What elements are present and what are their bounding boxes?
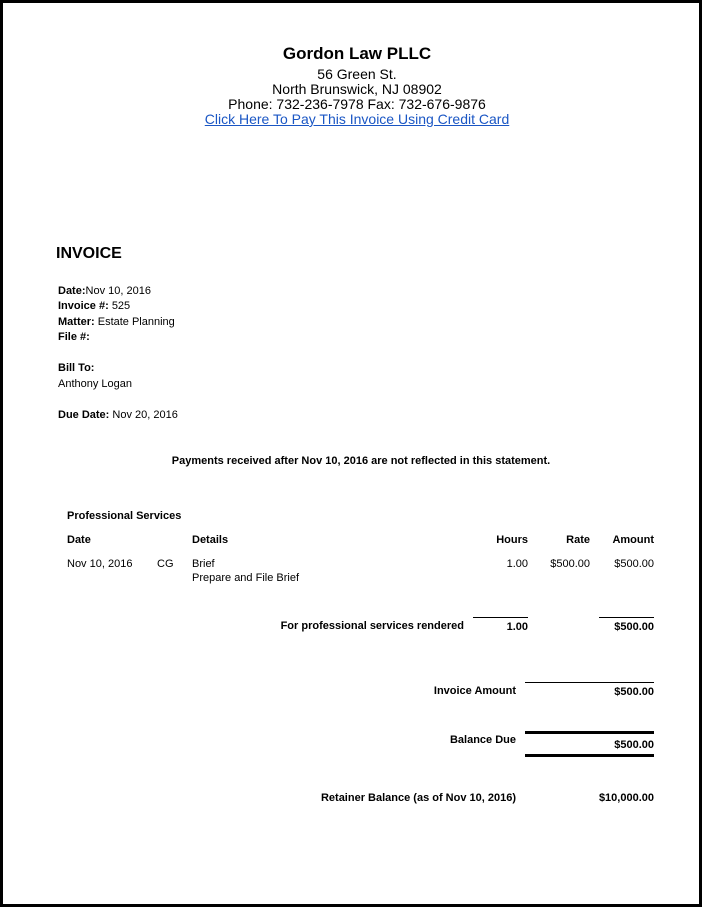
invoice-file [58, 331, 90, 343]
invoice-date-label: Date: [58, 285, 86, 297]
column-header-rate: Rate [566, 534, 590, 546]
balance-due-top-rule [525, 731, 654, 734]
invoice-matter-label: Matter: [58, 316, 95, 328]
due-date-label: Due Date: [58, 409, 110, 421]
row-amount: $500.00 [614, 558, 654, 570]
subtotal-hours: 1.00 [506, 621, 528, 633]
column-header-hours: Hours [496, 534, 528, 546]
firm-address-line1: 56 Green St. [317, 66, 397, 82]
payment-notice: Payments received after Nov 10, 2016 are not reflected in this statement. [171, 455, 551, 467]
invoice-amount-value: $500.00 [614, 686, 654, 698]
bill-to-label: Bill To: [58, 362, 95, 374]
invoice-amount-label: Invoice Amount [433, 685, 516, 697]
invoice-date-value: Nov 10, 2016 [85, 285, 151, 297]
invoice-file-label: File #: [58, 331, 90, 343]
row-hours: 1.00 [506, 558, 528, 570]
pay-invoice-link[interactable]: Click Here To Pay This Invoice Using Credit Card [204, 111, 510, 127]
bill-to-name: Anthony Logan [58, 378, 133, 390]
row-detail-title: Brief [192, 558, 215, 570]
balance-due-value: $500.00 [614, 739, 654, 751]
balance-due-label: Balance Due [449, 734, 516, 746]
subtotal-amount: $500.00 [614, 621, 654, 633]
firm-address-line2: North Brunswick, NJ 08902 [272, 81, 442, 97]
row-date: Nov 10, 2016 [67, 558, 133, 570]
row-rate: $500.00 [550, 558, 590, 570]
invoice-number-value: 525 [111, 300, 131, 312]
retainer-balance-value: $10,000.00 [598, 792, 654, 804]
invoice-number [58, 300, 130, 312]
row-initials: CG [157, 558, 174, 570]
column-header-details: Details [192, 534, 229, 546]
firm-name: Gordon Law PLLC [282, 44, 432, 63]
column-header-date: Date [67, 534, 91, 546]
invoice-amount-rule [525, 682, 654, 683]
amount-subtotal-rule [599, 617, 654, 618]
subtotal-label: For professional services rendered [280, 620, 464, 632]
due-date-value: Nov 20, 2016 [112, 409, 178, 421]
invoice-matter [58, 316, 175, 328]
due-date [58, 409, 178, 421]
invoice-title: INVOICE [56, 245, 122, 262]
hours-subtotal-rule [473, 617, 528, 618]
balance-due-bottom-rule [525, 754, 654, 757]
row-detail-description: Prepare and File Brief [192, 572, 299, 584]
retainer-balance-label: Retainer Balance (as of Nov 10, 2016) [320, 792, 516, 804]
column-header-amount: Amount [612, 534, 654, 546]
invoice-matter-value: Estate Planning [97, 316, 175, 328]
services-section-title: Professional Services [67, 510, 182, 522]
invoice-number-label: Invoice #: [58, 300, 109, 312]
firm-phone-fax: Phone: 732-236-7978 Fax: 732-676-9876 [228, 96, 486, 112]
invoice-date [58, 285, 151, 297]
